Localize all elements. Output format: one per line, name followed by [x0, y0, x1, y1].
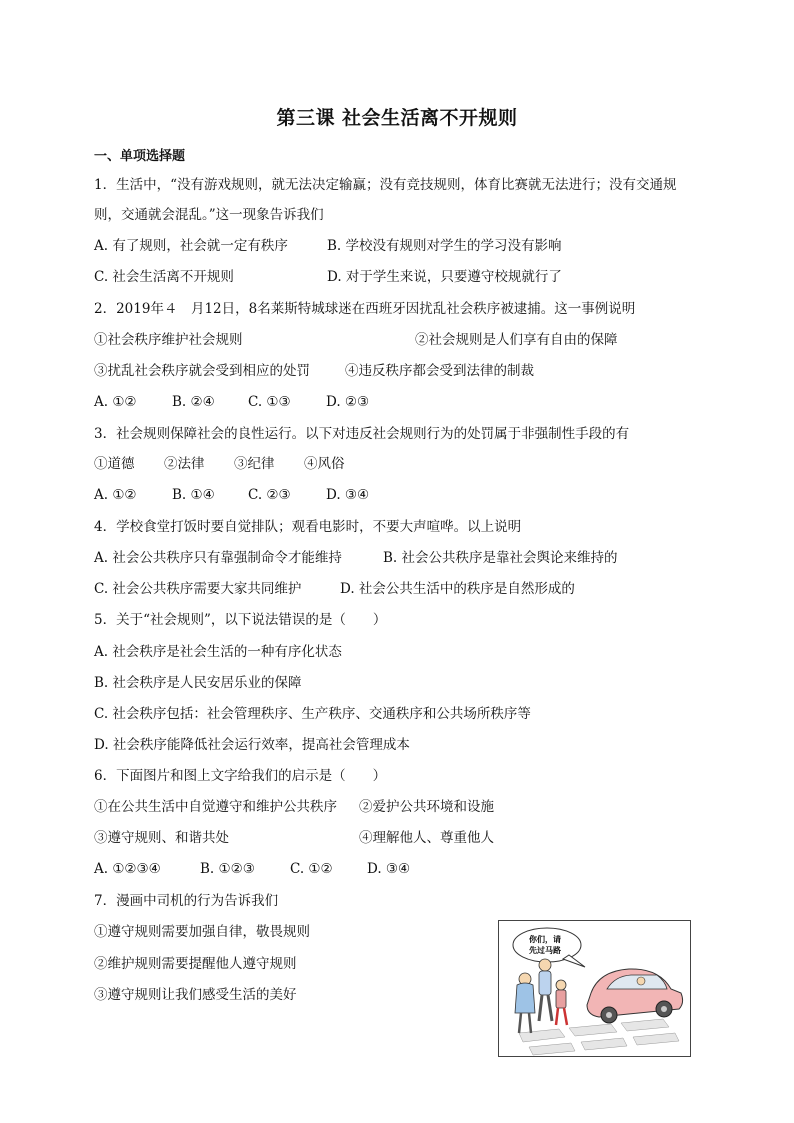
q7-statement-1: ①遵守规则需要加强自律，敬畏规则 [94, 924, 310, 940]
q3-statement-3: ③纪律 [234, 456, 275, 472]
q6-stem: 6．下面图片和图上文字给我们的启示是（ ） [94, 768, 387, 784]
q6-option-c: C. ①② [290, 861, 333, 877]
q4-option-b: B. 社会公共秩序是靠社会舆论来维持的 [383, 550, 618, 566]
bubble-text-line2: 先过马路 [529, 946, 561, 955]
q4-option-c: C. 社会公共秩序需要大家共同维护 [94, 581, 302, 597]
q4-option-a: A. 社会公共秩序只有靠强制命令才能维持 [94, 550, 342, 566]
q3-statement-1: ①道德 [94, 456, 135, 472]
q6-statement-4: ④理解他人、尊重他人 [359, 830, 494, 846]
q7-statement-3: ③遵守规则让我们感受生活的美好 [94, 987, 297, 1003]
crosswalk [519, 1019, 679, 1055]
q6-option-b: B. ①②③ [200, 861, 255, 877]
q5-option-b: B. 社会秩序是人民安居乐业的保障 [94, 675, 302, 691]
section-heading: 一、单项选择题 [94, 149, 186, 164]
q2-statement-3: ③扰乱社会秩序就会受到相应的处罚 [94, 363, 310, 379]
q3-stem: 3．社会规则保障社会的良性运行。以下对违反社会规则行为的处罚属于非强制性手段的有 [94, 426, 630, 442]
q7-stem: 7．漫画中司机的行为告诉我们 [94, 893, 279, 909]
q2-statement-1: ①社会秩序维护社会规则 [94, 332, 243, 348]
q2-option-b: B. ②④ [172, 394, 215, 410]
q1-option-b: B. 学校没有规则对学生的学习没有影响 [327, 238, 562, 254]
q6-statement-1: ①在公共生活中自觉遵守和维护公共秩序 [94, 799, 337, 815]
q7-statement-2: ②维护规则需要提醒他人遵守规则 [94, 956, 297, 972]
q1-option-a: A. 有了规则，社会就一定有秩序 [94, 238, 288, 254]
q3-option-c: C. ②③ [248, 487, 291, 503]
q3-option-d: D. ③④ [326, 487, 370, 503]
q6-statement-3: ③遵守规则、和谐共处 [94, 830, 229, 846]
q6-option-d: D. ③④ [367, 861, 411, 877]
q6-statement-2: ②爱护公共环境和设施 [359, 799, 494, 815]
q2-option-d: D. ②③ [326, 394, 370, 410]
page-title: 第三课 社会生活离不开规则 [276, 107, 518, 129]
q3-statement-2: ②法律 [164, 456, 205, 472]
q1-option-c: C. 社会生活离不开规则 [94, 269, 234, 285]
q5-option-d: D. 社会秩序能降低社会运行效率，提高社会管理成本 [94, 737, 410, 753]
q2-stem: 2．2019年４ 月12日，8名莱斯特城球迷在西班牙因扰乱社会秩序被逮捕。这一事例说明 [94, 301, 636, 317]
q3-option-b: B. ①④ [172, 487, 215, 503]
q2-option-c: C. ①③ [248, 394, 291, 410]
q2-option-a: A. ①② [94, 394, 137, 410]
q4-stem: 4．学校食堂打饭时要自觉排队；观看电影时，不要大声喧哗。以上说明 [94, 519, 522, 535]
q3-statement-4: ④风俗 [304, 456, 345, 472]
q1-stem-line2: 则，交通就会混乱。”这一现象告诉我们 [94, 207, 324, 223]
q5-stem: 5．关于“社会规则”，以下说法错误的是（ ） [94, 612, 387, 628]
q5-option-c: C. 社会秩序包括：社会管理秩序、生产秩序、交通秩序和公共场所秩序等 [94, 706, 531, 722]
car-icon [587, 969, 683, 1023]
q1-option-d: D. 对于学生来说，只要遵守校规就行了 [327, 269, 562, 285]
q1-stem-line1: 1．生活中，“没有游戏规则，就无法决定输赢；没有竞技规则，体育比赛就无法进行；没有交通规 [94, 177, 677, 193]
pedestrian-group [515, 959, 567, 1033]
bubble-text-line1: 你们，请 [529, 935, 561, 944]
q2-statement-4: ④违反秩序都会受到法律的制裁 [345, 363, 534, 379]
cartoon-illustration [498, 920, 691, 1057]
q2-statement-2: ②社会规则是人们享有自由的保障 [415, 332, 618, 348]
q3-option-a: A. ①② [94, 487, 137, 503]
cartoon-drawing [499, 921, 690, 1056]
q4-option-d: D. 社会公共生活中的秩序是自然形成的 [340, 581, 575, 597]
q5-option-a: A. 社会秩序是社会生活的一种有序化状态 [94, 644, 342, 660]
q6-option-a: A. ①②③④ [94, 861, 161, 877]
